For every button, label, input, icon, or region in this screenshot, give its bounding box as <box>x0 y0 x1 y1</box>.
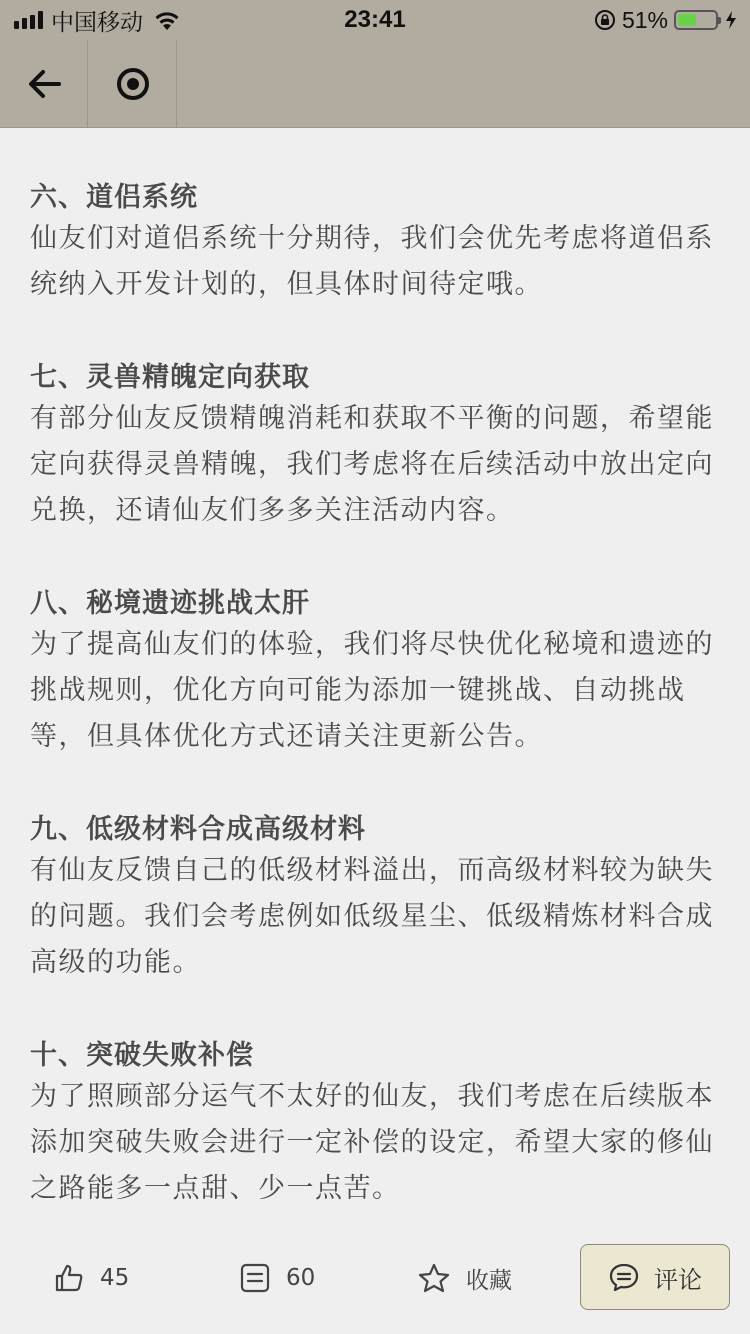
charging-icon <box>724 10 738 30</box>
status-time: 23:41 <box>344 6 406 33</box>
wifi-icon <box>153 9 181 31</box>
section-body: 有部分仙友反馈精魄消耗和获取不平衡的问题，希望能定向获得灵兽精魄，我们考虑将在后续活动中放出定向兑换，还请仙友们多多关注活动内容。 <box>30 403 714 526</box>
section-title: 七、灵兽精魄定向获取 <box>30 362 310 393</box>
status-bar <box>0 0 750 40</box>
thumbs-up-icon <box>54 1263 84 1293</box>
like-count: 45 <box>100 1265 130 1291</box>
status-right <box>594 6 738 34</box>
section-body: 仙友们对道侣系统十分期待，我们会优先考虑将道侣系统纳入开发计划的，但具体时间待定哦。 <box>30 223 714 300</box>
star-icon <box>418 1263 450 1293</box>
comment-bubble-icon <box>608 1262 640 1292</box>
article-section <box>30 180 720 308</box>
back-arrow-icon <box>26 68 62 100</box>
section-title: 九、低级材料合成高级材料 <box>30 814 366 845</box>
article-section <box>30 586 720 760</box>
comment-count: 60 <box>286 1265 316 1291</box>
article-section <box>30 1038 720 1212</box>
section-title: 六、道侣系统 <box>30 182 198 213</box>
target-button[interactable] <box>89 40 177 127</box>
carrier-name: 中国移动 <box>51 8 143 35</box>
favorite-label: 收藏 <box>466 1267 512 1294</box>
like-button[interactable] <box>54 1256 129 1300</box>
back-button[interactable] <box>0 40 88 127</box>
comment-list-icon <box>240 1263 270 1293</box>
comment-button-label: 评论 <box>654 1265 702 1294</box>
status-left <box>14 6 181 34</box>
target-icon <box>115 66 151 102</box>
battery-percent: 51% <box>621 6 668 33</box>
rotation-lock-icon <box>594 9 616 31</box>
comment-count-button[interactable] <box>240 1256 315 1300</box>
battery-fill <box>678 14 696 26</box>
article-section <box>30 360 720 534</box>
navigation-bar <box>0 40 750 128</box>
bottom-toolbar <box>0 1222 750 1334</box>
section-title: 十、突破失败补偿 <box>30 1040 254 1071</box>
battery-icon <box>674 10 718 30</box>
section-title: 八、秘境遗迹挑战太肝 <box>30 588 310 619</box>
signal-icon <box>14 11 43 29</box>
section-body: 为了提高仙友们的体验，我们将尽快优化秘境和遗迹的挑战规则，优化方向可能为添加一键挑战、自动挑战等，但具体优化方式还请关注更新公告。 <box>30 629 714 752</box>
write-comment-button[interactable] <box>580 1244 730 1310</box>
favorite-button[interactable] <box>418 1256 512 1300</box>
article-content <box>30 128 720 1220</box>
section-body: 有仙友反馈自己的低级材料溢出，而高级材料较为缺失的问题。我们会考虑例如低级星尘、低级精炼材料合成高级的功能。 <box>30 855 714 978</box>
article-section <box>30 812 720 986</box>
section-body: 为了照顾部分运气不太好的仙友，我们考虑在后续版本添加突破失败会进行一定补偿的设定，希望大家的修仙之路能多一点甜、少一点苦。 <box>30 1081 714 1204</box>
